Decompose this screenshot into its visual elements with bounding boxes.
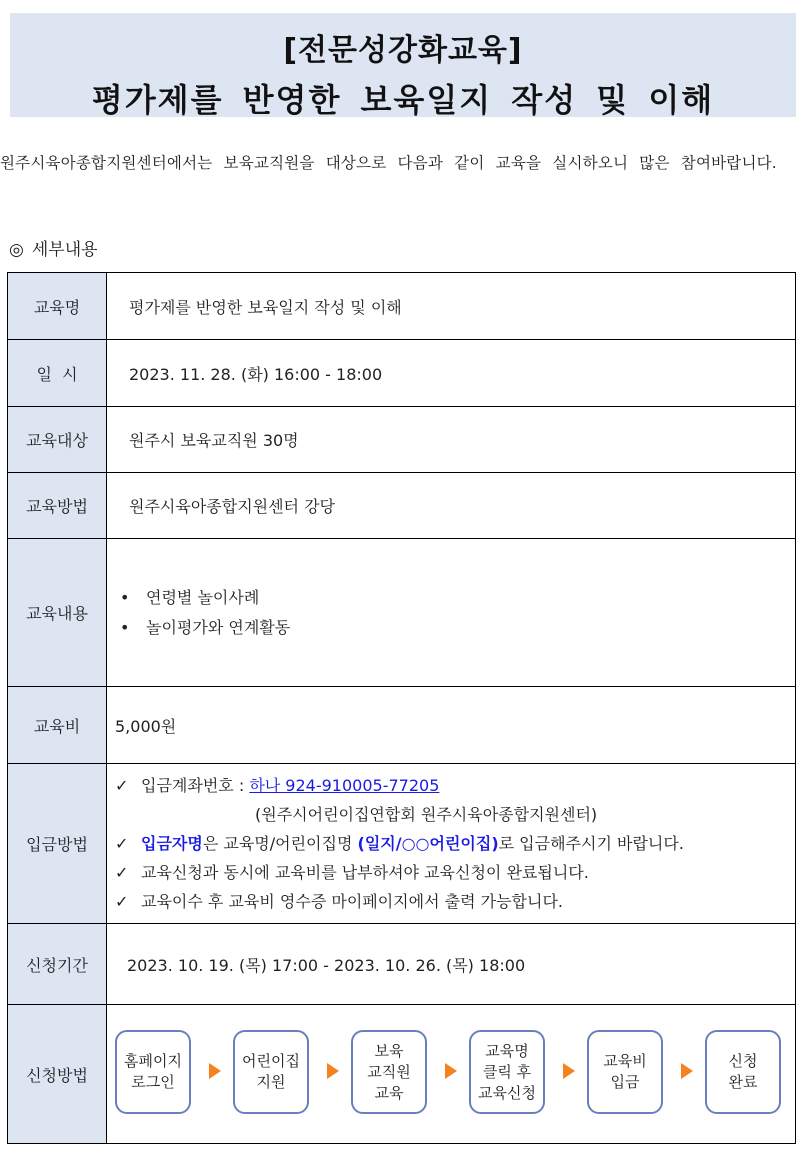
intro-text: 원주시육아종합지원센터에서는 보육교직원을 대상으로 다음과 같이 교육을 실시하오니 많은 참여바랍니다. [0,154,777,172]
table-row [8,273,796,340]
flow-step-staff-education: 보육 교직원 교육 [351,1030,427,1114]
account-line [115,771,794,800]
content-list [108,583,794,643]
depositor-example: (일지/○○어린이집) [357,834,499,853]
check-icon: ✓ [115,863,129,882]
date-value: 2023. 11. 28. (화) 16:00 - 18:00 [107,340,796,407]
arrow-right-icon [563,1063,575,1079]
arrow-right-icon [445,1063,457,1079]
account-number: 하나 924-910005-77205 [249,776,440,795]
flow-step-daycare-support: 어린이집 지원 [233,1030,309,1114]
course-name-value: 평가제를 반영한 보육일지 작성 및 이해 [107,273,796,340]
row-label: 일 시 [8,340,107,407]
payment-note-text: 교육신청과 동시에 교육비를 납부하셔야 교육신청이 완료됩니다. [141,863,589,882]
place-value: 원주시육아종합지원센터 강당 [107,473,796,539]
payment-note [115,858,794,887]
table-row [8,764,796,924]
row-label: 신청방법 [8,1005,107,1144]
arrow-right-icon [681,1063,693,1079]
section-label: 세부내용 [31,240,98,260]
row-label: 교육명 [8,273,107,340]
arrow-right-icon [209,1063,221,1079]
section-heading [9,235,98,260]
fee-value: 5,000원 [107,687,796,764]
row-label: 교육비 [8,687,107,764]
flow-step-login: 홈페이지 로그인 [115,1030,191,1114]
check-icon: ✓ [115,892,129,911]
row-label: 입금방법 [8,764,107,924]
table-row [8,340,796,407]
double-circle-icon: ◎ [9,240,24,260]
method-flow-cell [107,1005,796,1144]
account-holder: (원주시어린이집연합회 원주시육아종합지원센터) [255,805,598,824]
depositor-mid: 은 교육명/어린이집명 [202,834,358,853]
table-row [8,407,796,473]
row-label: 교육내용 [8,539,107,687]
table-row [8,924,796,1005]
row-label: 신청기간 [8,924,107,1005]
page-title-category: [전문성강화교육] [283,33,523,68]
depositor-label: 입금자명 [141,834,203,853]
title-box [10,13,796,117]
application-flow [108,1006,794,1142]
depositor-line [115,829,794,858]
check-icon: ✓ [115,776,129,795]
list-item: • 놀이평가와 연계활동 [120,613,794,643]
check-icon: ✓ [115,834,129,853]
payment-note-text: 교육이수 후 교육비 영수증 마이페이지에서 출력 가능합니다. [141,892,564,911]
details-table [7,272,796,1144]
flow-step-course-apply: 교육명 클릭 후 교육신청 [469,1030,545,1114]
table-row [8,473,796,539]
account-prefix: 입금계좌번호 : [141,776,250,795]
flow-step-complete: 신청 완료 [705,1030,781,1114]
row-label: 교육방법 [8,473,107,539]
content-value [107,539,796,687]
arrow-right-icon [327,1063,339,1079]
payment-note [115,887,794,916]
flow-step-payment: 교육비 입금 [587,1030,663,1114]
depositor-end: 로 입금해주시기 바랍니다. [498,834,684,853]
table-row [8,1005,796,1144]
table-row [8,687,796,764]
period-value: 2023. 10. 19. (목) 17:00 - 2023. 10. 26. (목) 18:00 [107,924,796,1005]
target-value: 원주시 보육교직원 30명 [107,407,796,473]
row-label: 교육대상 [8,407,107,473]
payment-value [107,764,796,924]
list-item: • 연령별 놀이사례 [120,583,794,613]
page-title: 평가제를 반영한 보육일지 작성 및 이해 [91,81,715,119]
table-row [8,539,796,687]
